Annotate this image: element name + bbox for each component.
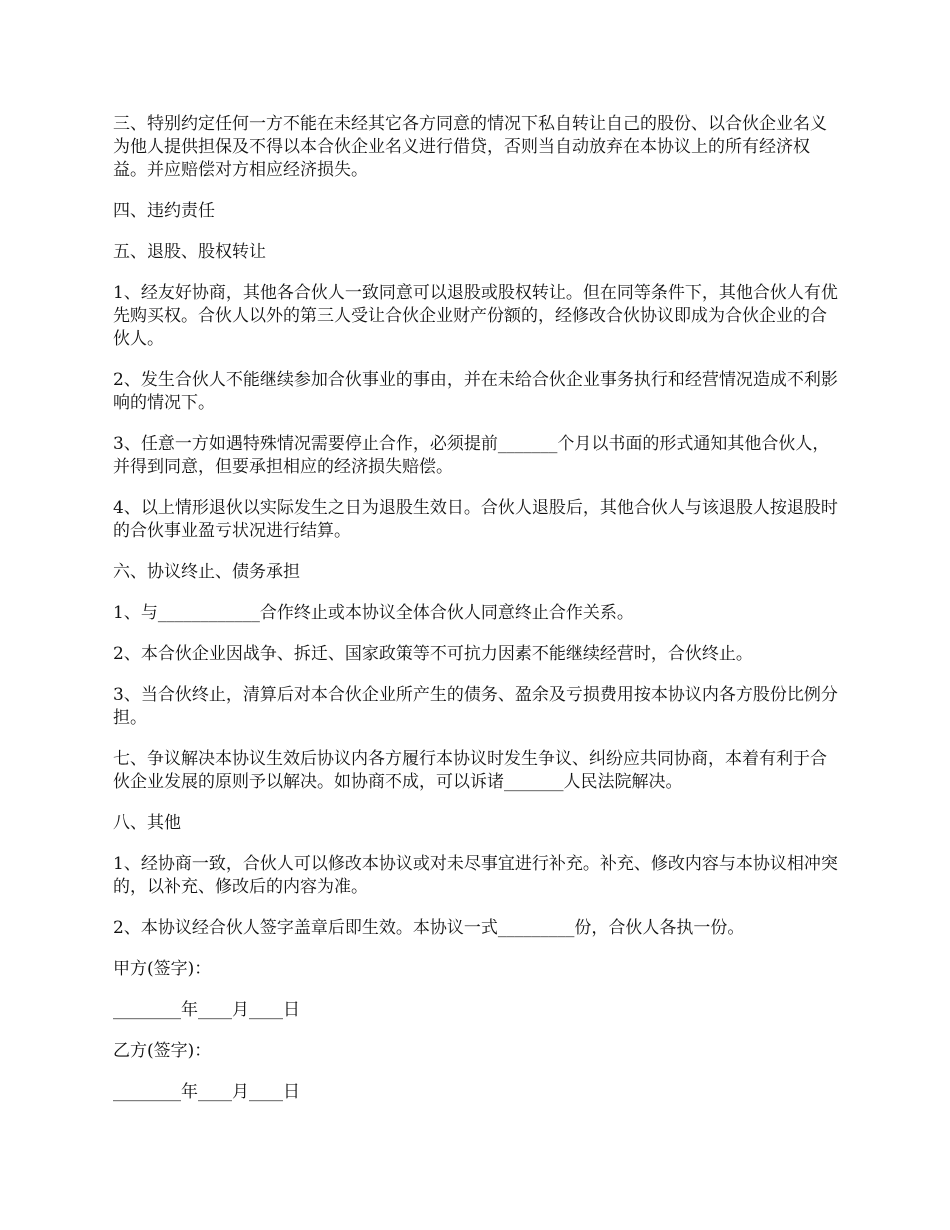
- other-item-2: 2、本协议经合伙人签字盖章后即生效。本协议一式_________份，合伙人各执一份。: [113, 918, 745, 938]
- withdrawal-item-2: 2、发生合伙人不能继续参加合伙事业的事由，并在未给合伙企业事务执行和经营情况造成不利影响的情况下。: [113, 370, 838, 413]
- heading-breach-liability: 四、违约责任: [113, 201, 215, 221]
- party-b-signature-label: 乙方(签字)：: [113, 1041, 212, 1061]
- termination-item-3: 3、当合伙终止，清算后对本合伙企业所产生的债务、盈余及亏损费用按本协议内各方股份比例分担。: [113, 685, 838, 728]
- party-a-signature-label: 甲方(签字)：: [113, 959, 212, 979]
- other-item-1: 1、经协商一致，合伙人可以修改本协议或对未尽事宜进行补充。补充、修改内容与本协议相冲突的，以补充、修改后的内容为准。: [113, 854, 838, 897]
- party-a-date-line: ________年____月____日: [113, 1000, 300, 1020]
- withdrawal-item-1: 1、经友好协商，其他各合伙人一致同意可以退股或股权转让。但在同等条件下，其他合伙人有优先购买权。合伙人以外的第三人受让合伙企业财产份额的，经修改合伙协议即成为合伙企业的合伙人。: [113, 283, 838, 349]
- heading-other: 八、其他: [113, 813, 181, 833]
- clause-7-dispute-resolution: 七、争议解决本协议生效后协议内各方履行本协议时发生争议、纠纷应共同协商，本着有利于合伙企业发展的原则予以解决。如协商不成，可以诉诸_______人民法院解决。: [113, 749, 827, 792]
- heading-termination-debt: 六、协议终止、债务承担: [113, 562, 300, 582]
- withdrawal-item-4: 4、以上情形退伙以实际发生之日为退股生效日。合伙人退股后，其他合伙人与该退股人按退股时的合伙事业盈亏状况进行结算。: [113, 498, 838, 541]
- withdrawal-item-3: 3、任意一方如遇特殊情况需要停止合作，必须提前_______个月以书面的形式通知其他合伙人，并得到同意，但要承担相应的经济损失赔偿。: [113, 434, 830, 477]
- heading-withdrawal-transfer: 五、退股、股权转让: [113, 242, 266, 262]
- party-b-date-line: ________年____月____日: [113, 1082, 300, 1102]
- termination-item-2: 2、本合伙企业因战争、拆迁、国家政策等不可抗力因素不能继续经营时，合伙终止。: [113, 644, 753, 664]
- clause-3-special-agreement: 三、特别约定任何一方不能在未经其它各方同意的情况下私自转让自己的股份、以合伙企业名义为他人提供担保及不得以本合伙企业名义进行借贷，否则当自动放弃在本协议上的所有经济权益。并应赔偿对方相应经济损失。: [113, 114, 827, 180]
- termination-item-1: 1、与____________合作终止或本协议全体合伙人同意终止合作关系。: [113, 603, 634, 623]
